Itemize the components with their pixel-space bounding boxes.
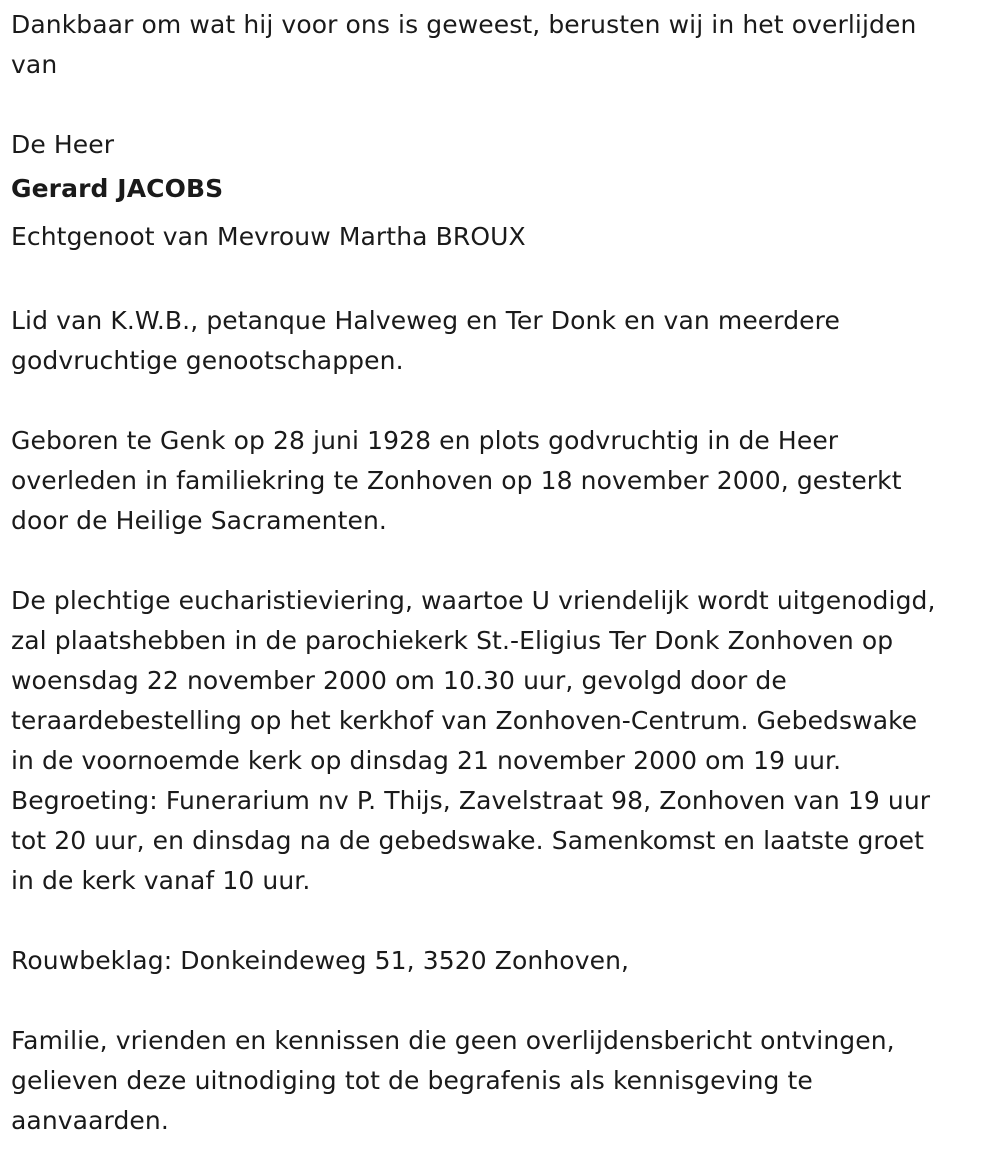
obituary-document <box>11 5 991 1141</box>
spouse-line: Echtgenoot van Mevrouw Martha BROUX <box>11 222 526 251</box>
paragraph-gap <box>11 261 991 301</box>
birth-death-line: door de Heilige Sacramenten. <box>11 506 387 535</box>
paragraph-gap <box>11 85 991 125</box>
paragraph-gap <box>11 901 991 941</box>
closing-paragraph <box>11 1021 991 1141</box>
ceremony-line: woensdag 22 november 2000 om 10.30 uur, gevolgd door de <box>11 666 787 695</box>
intro-line: van <box>11 50 58 79</box>
paragraph-gap <box>11 981 991 1021</box>
ceremony-line: in de kerk vanaf 10 uur. <box>11 866 311 895</box>
birth-death-line: Geboren te Genk op 28 juni 1928 en plots godvruchtig in de Heer <box>11 426 839 455</box>
paragraph-gap <box>11 381 991 421</box>
membership-line: godvruchtige genootschappen. <box>11 346 404 375</box>
paragraph-gap <box>11 541 991 581</box>
ceremony-line: in de voornoemde kerk op dinsdag 21 november 2000 om 19 uur. <box>11 746 842 775</box>
closing-line: Familie, vrienden en kennissen die geen overlijdensbericht ontvingen, <box>11 1026 895 1055</box>
honorific-title: De Heer <box>11 130 115 159</box>
ceremony-line: Begroeting: Funerarium nv P. Thijs, Zavelstraat 98, Zonhoven van 19 uur <box>11 786 931 815</box>
ceremony-line: tot 20 uur, en dinsdag na de gebedswake. Samenkomst en laatste groet <box>11 826 925 855</box>
closing-line: gelieven deze uitnodiging tot de begrafenis als kennisgeving te <box>11 1066 813 1095</box>
birth-death-paragraph <box>11 421 991 541</box>
condolence-address: Rouwbeklag: Donkeindeweg 51, 3520 Zonhoven, <box>11 946 630 975</box>
membership-paragraph <box>11 301 991 381</box>
ceremony-paragraph <box>11 581 991 901</box>
closing-line: aanvaarden. <box>11 1106 169 1135</box>
birth-death-line: overleden in familiekring te Zonhoven op 18 november 2000, gesterkt <box>11 466 902 495</box>
intro-line: Dankbaar om wat hij voor ons is geweest, berusten wij in het overlijden <box>11 10 917 39</box>
ceremony-line: zal plaatshebben in de parochiekerk St.-Eligius Ter Donk Zonhoven op <box>11 626 894 655</box>
deceased-name: Gerard JACOBS <box>11 174 224 203</box>
membership-line: Lid van K.W.B., petanque Halveweg en Ter Donk en van meerdere <box>11 306 840 335</box>
intro-paragraph <box>11 5 991 85</box>
ceremony-line: teraardebestelling op het kerkhof van Zonhoven-Centrum. Gebedswake <box>11 706 918 735</box>
ceremony-line: De plechtige eucharistieviering, waartoe U vriendelijk wordt uitgenodigd, <box>11 586 936 615</box>
